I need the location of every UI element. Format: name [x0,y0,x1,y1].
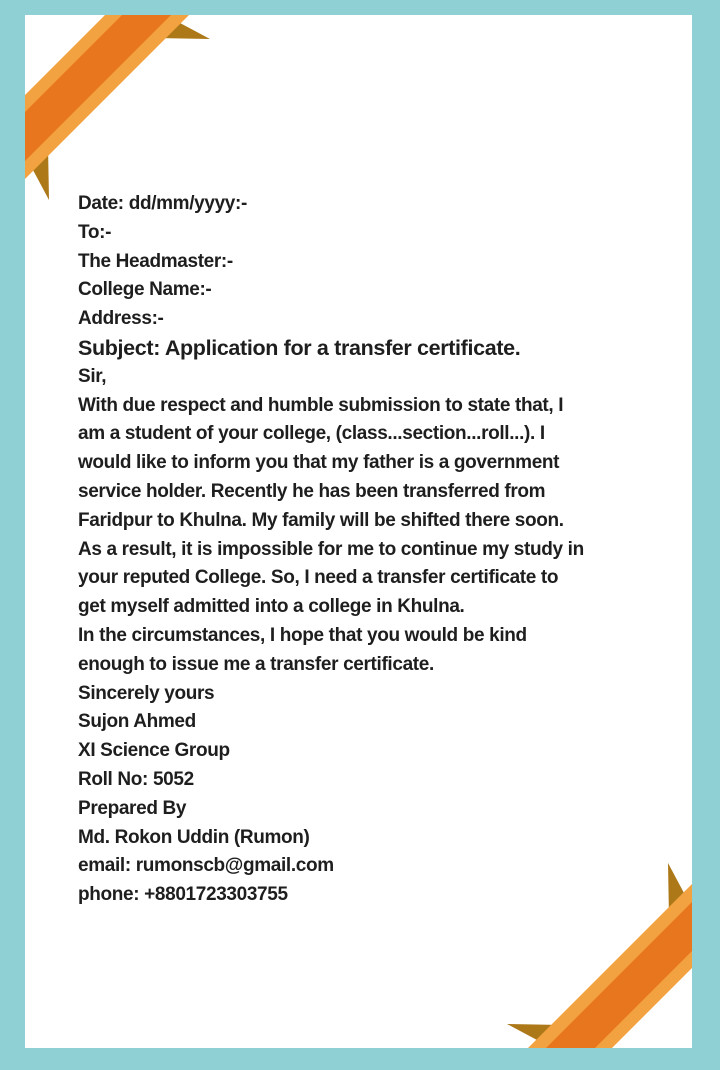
letter-body-line: As a result, it is impossible for me to continue my study in [78,538,584,560]
letter-body-line: would like to inform you that my father is a government [78,452,560,474]
letter-header-line: College Name:- [78,279,212,301]
letter-closing-line: enough to issue me a transfer certificate. [78,653,434,675]
letter-header-line: Address:- [78,308,164,330]
letter-prepared-line: phone: +8801723303755 [78,884,288,906]
letter-body-line: your reputed College. So, I need a transfer certificate to [78,567,559,589]
letter-prepared-by [78,795,664,910]
letter-body-line: am a student of your college, (class...section...roll...). I [78,423,545,445]
letter-header-line: Date: dd/mm/yyyy:- [78,193,247,214]
letter-prepared-line: Md. Rokon Uddin (Rumon) [78,826,310,848]
letter-closing-line: In the circumstances, I hope that you would be kind [78,624,527,646]
letter-page [25,15,692,1048]
salutation-line: Sir, [78,365,107,387]
letter-prepared-line: Prepared By [78,797,187,819]
letter-signature-line: Roll No: 5052 [78,768,194,790]
letter-header [78,190,664,334]
letter-signature-line: XI Science Group [78,740,230,762]
letter-closing [78,622,664,680]
letter-body-line: get myself admitted into a college in Khulna. [78,596,465,618]
letter-signature-line: Sincerely yours [78,682,215,704]
letter-body-line: service holder. Recently he has been transferred from [78,480,546,502]
letter-signature [78,680,664,795]
letter-body-line: With due respect and humble submission to state that, I [78,394,564,416]
letter-header-line: The Headmaster:- [78,250,233,272]
letter-prepared-line: email: rumonscb@gmail.com [78,855,334,877]
subject-line: Subject: Application for a transfer certificate. [78,335,521,360]
letter-body [78,392,664,622]
letter-body-line: Faridpur to Khulna. My family will be shifted there soon. [78,509,564,531]
letter-header-line: To:- [78,221,112,243]
letter-content [78,190,664,910]
letter-signature-line: Sujon Ahmed [78,711,196,733]
